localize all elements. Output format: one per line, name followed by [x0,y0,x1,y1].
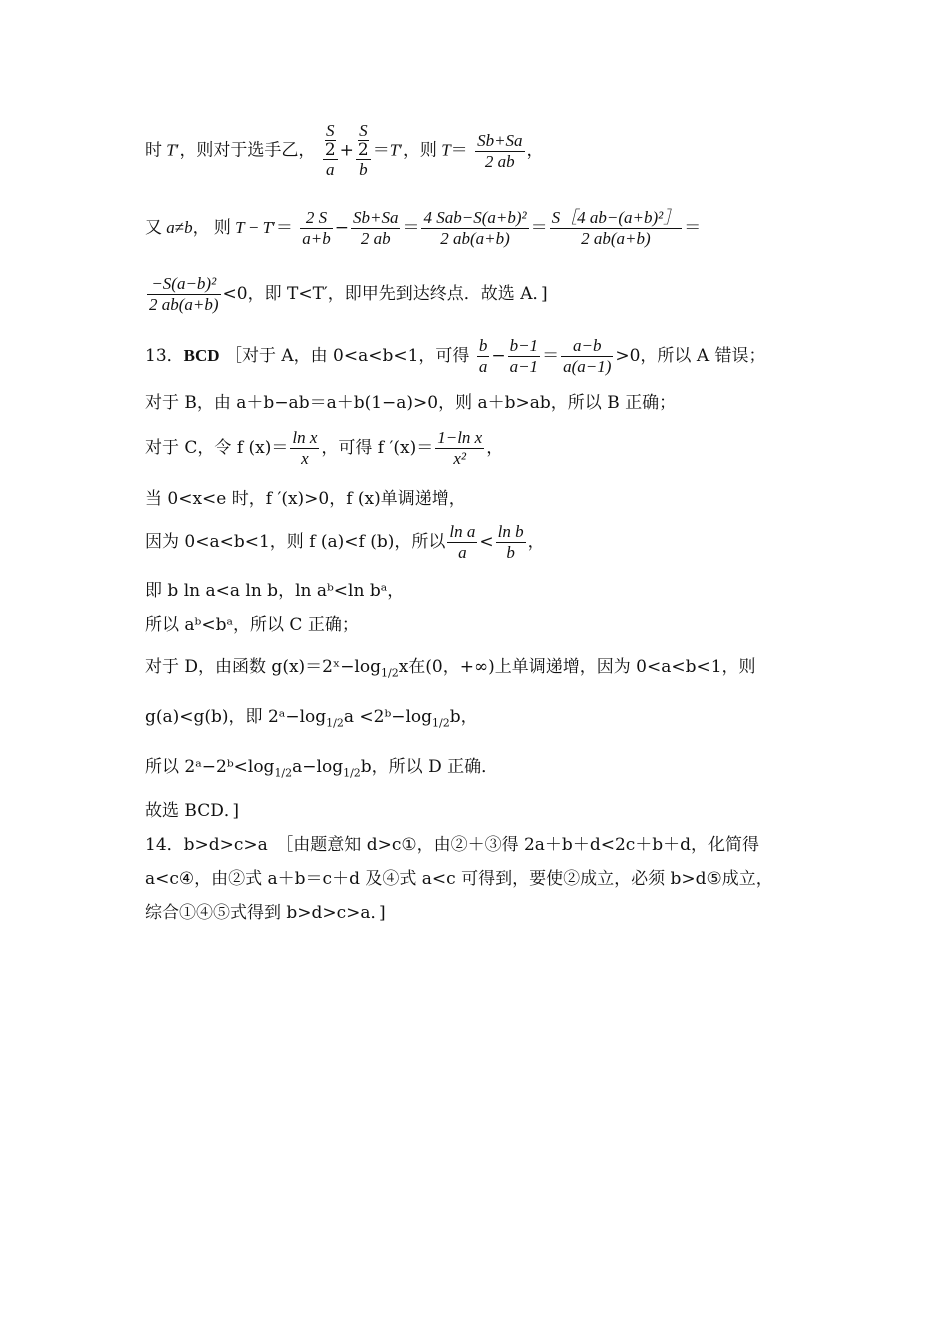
fraction-result: $\frac{\text{−S(a−b)²}}{2 ab(a+b)}$ [149,274,219,314]
solution-line-c3: 因为 0<a<b<1，则 f (a)<f (b)，所以 $\frac{\text{ln a}}{a}$ < $\frac{\text{ln b}}{b}$ ， [145,522,545,562]
solution-line-c2: 当 0<x<e 时，f ′(x)>0，f (x)单调递增， [145,489,466,509]
question-14-line-1: 14．b>d>c>a ［由题意知 d>c①，由②＋③得 2a＋b＋d<2c＋b＋d，化简得 [145,835,760,855]
fraction-expanded: $\frac{\text{4 Sab−S(a+b)²}}{2 ab(a+b)}$ [423,208,527,248]
fraction-ab-over-aa1: $\frac{a-b}{a(a-1)}$ [563,336,612,376]
question-14-line-2: a<c④，由②式 a＋b＝c＋d 及④式 a<c 可得到，要使②成立，必须 b>d⑤成立， [145,869,773,889]
solution-line-c5: 所以 aᵇ<bᵃ，所以 C 正确； [145,615,359,635]
solution-line-2: 又 a≠b， 则 T − T′＝ $\frac{2 S}{a+b}$ − $\frac{Sb+Sa}{2 ab}$ ＝ $\frac{\text{4 Sab−S(a+b)²}}{2 ab(a+b)}$ ＝ $\frac{\text{S［4 ab−(a+b)²］}}{2 ab(a+b)}$ ＝ [145,208,702,248]
solution-line-conclusion: 故选 BCD．] [145,801,239,821]
solution-line-3: $\frac{\text{−S(a−b)²}}{2 ab(a+b)}$ <0，即 T<T′，即甲先到达终点．故选 A．] [149,274,548,314]
solution-line-c1: 对于 C，令 f (x)＝ $\frac{\text{ln x}}{x}$ ，可得 f ′(x)＝ $\frac{\text{1−ln x}}{\text{x²}}$ ， [145,428,504,468]
fraction-derivative: $\frac{\text{1−ln x}}{\text{x²}}$ [437,428,483,468]
fraction-b-over-a: $\frac{b}{a}$ [478,336,488,376]
solution-line-d1: 对于 D，由函数 $g(x)=2ˣ-\log_{1/2}x$在(0，+∞)上单调递增，因为 0<a<b<1，则 [145,657,756,680]
fraction-lnx-over-x: $\frac{\text{ln x}}{x}$ [292,428,318,468]
answer-13: BCD [183,346,220,365]
fraction-lna-over-a: $\frac{\text{ln a}}{a}$ [449,522,476,562]
fraction-s2-over-a: $\frac{\frac{S}{2}}{a}$ [324,121,336,179]
fraction-lnb-over-b: $\frac{\text{ln b}}{b}$ [497,522,524,562]
fraction-b1-over-a1: $\frac{b-1}{a-1}$ [509,336,539,376]
fraction-sb-sa-over-2ab: $\frac{Sb+Sa}{2 ab}$ [352,208,399,248]
question-14-line-3: 综合①④⑤式得到 b>d>c>a．] [145,903,386,923]
solution-line-b: 对于 B，由 a＋b−ab＝a＋b(1−a)>0，则 a＋b>ab，所以 B 正确； [145,393,677,413]
fraction-t-expression: $\frac{Sb+Sa}{2 ab}$ [477,130,523,171]
solution-line-1: 时 T′，则对于选手乙， $\frac{\frac{S}{2}}{a}$ + $\frac{\frac{S}{2}}{b}$ ＝T′，则 T＝ $\frac{Sb+Sa}{2 ab}$ ， [145,121,544,179]
fraction-s2-over-b: $\frac{\frac{S}{2}}{b}$ [357,121,369,179]
fraction-factored: $\frac{\text{S［4 ab−(a+b)²］}}{2 ab(a+b)}$ [551,208,681,248]
solution-line-c4: 即 b ln a<a ln b，ln aᵇ<ln bᵃ， [145,581,405,601]
question-13-line-1: 13．BCD ［对于 A，由 0<a<b<1，可得 $\frac{b}{a}$ − $\frac{b-1}{a-1}$ ＝ $\frac{a-b}{a(a-1)}$ >0，所以 A 错误； [145,336,766,376]
solution-line-d3: 所以 $2ᵃ-2ᵇ<\log_{1/2}a-\log_{1/2}b$，所以 D 正确． [145,757,499,780]
fraction-2s-over-a-plus-b: $\frac{2 S}{a+b}$ [302,208,331,248]
solution-line-d2: g(a)<g(b)，即 $2ᵃ-\log_{1/2}a$ $<2ᵇ-\log_{1/2}b$， [145,707,478,730]
